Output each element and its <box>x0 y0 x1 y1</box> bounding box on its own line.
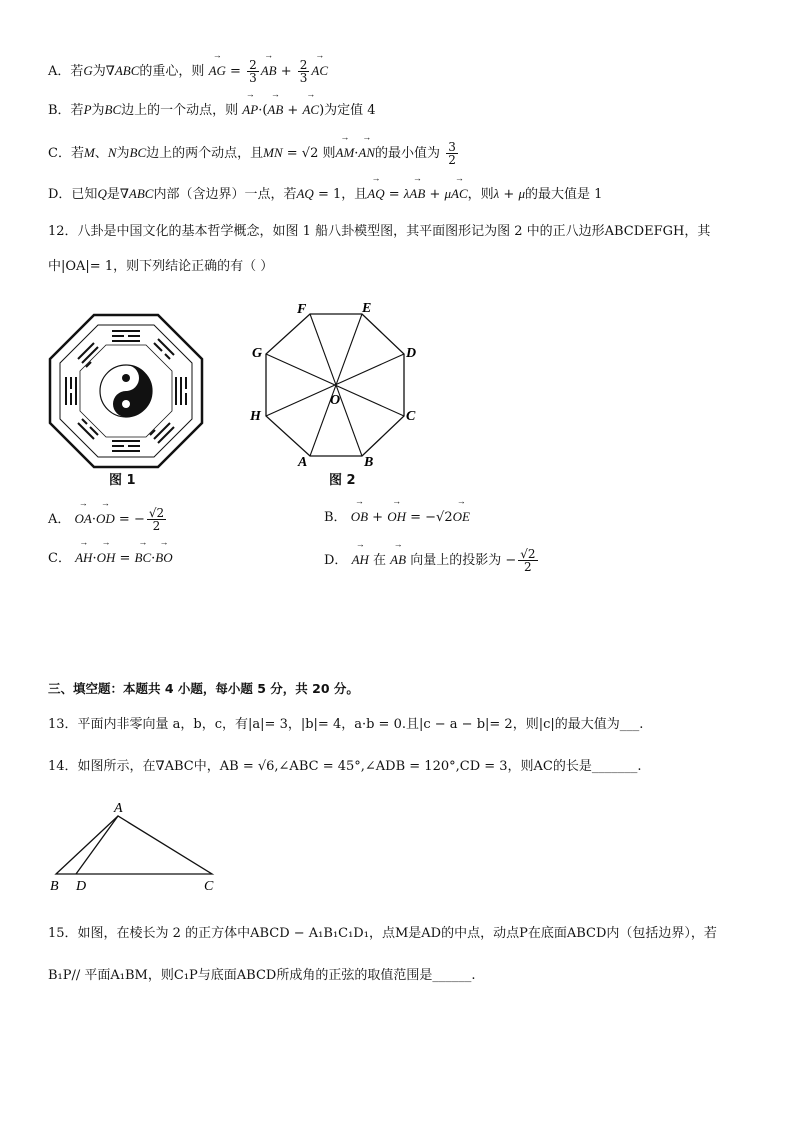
label-B: B <box>364 455 374 470</box>
q11-option-d: D．已知Q是∇ABC内部（含边界）一点，若AQ = 1，且→ AQ = λ→ AB + μ→ AC，则λ + μ的最大值是 1 <box>48 184 602 205</box>
label-A: A <box>298 455 308 470</box>
octagon-figure <box>246 296 426 472</box>
q11-option-a: A．若G为∇ABC的重心，则 → AG = $\frac{2}{3}$ → AB + $\frac{2}{3}$ → AC <box>48 59 328 84</box>
q14-text: 14．如图所示，在∇ABC中，AB = √6,∠ABC = 45°,∠ADB = 120°,CD = 3，则AC的长是_______. <box>48 759 642 774</box>
label-H: H <box>250 409 261 424</box>
label-C: C <box>204 879 214 894</box>
q15-line1: 15．如图，在棱长为 2 的正方体中ABCD − A₁B₁C₁D₁，点M是AD的中点，动点P在底面ABCD内（包括边界），若 <box>48 926 717 941</box>
triangle-figure <box>46 800 226 896</box>
fig1-caption: 图 1 <box>109 473 136 488</box>
label-C: C <box>406 409 416 424</box>
label-E: E <box>362 301 372 316</box>
label-D: D <box>406 346 417 361</box>
label-F: F <box>297 302 307 317</box>
q12-stem-line2: 中|OA|= 1，则下列结论正确的有（ ） <box>48 259 274 274</box>
fig2-caption: 图 2 <box>329 473 356 488</box>
label-D: D <box>76 879 87 894</box>
q11-option-c: C．若M、N为BC边上的两个动点，且MN = √2 则→ AM·→ AN的最小值为 $\frac{3}{2}$ <box>48 141 460 166</box>
q12-option-a: A． → OA·→ OD = − $\frac{√2}{2}$ <box>48 507 168 532</box>
q11-option-b: B．若P为BC边上的一个动点，则 → AP·(→ AB + → AC)为定值 4 <box>48 100 376 121</box>
q12-option-c: C． → AH·→ OH = → BC·→ BO <box>48 548 173 569</box>
q12-option-d: D． → AH 在 → AB 向量上的投影为 − $\frac{√2}{2}$ <box>324 548 540 573</box>
q12-stem-line1: 12．八卦是中国文化的基本哲学概念，如图 1 船八卦模型图，其平面图形记为图 2 中的正八边形ABCDEFGH，其 <box>48 224 711 239</box>
label-B: B <box>50 879 59 894</box>
q15-line2: B₁P// 平面A₁BM，则C₁P与底面ABCD所成角的正弦的取值范围是______. <box>48 968 476 983</box>
section-3-heading: 三、填空题：本题共 4 小题，每小题 5 分，共 20 分。 <box>48 681 359 696</box>
label-A: A <box>114 801 123 816</box>
q13-text: 13．平面内非零向量 a，b，c，有|a|= 3，|b|= 4，a·b = 0.且|c − a − b|= 2，则|c|的最大值为___. <box>48 717 644 732</box>
label-O: O <box>330 393 341 408</box>
label-G: G <box>252 346 263 361</box>
bagua-figure <box>46 311 206 471</box>
q12-option-b: B． → OB + → OH = −√2→ OE <box>324 507 470 528</box>
